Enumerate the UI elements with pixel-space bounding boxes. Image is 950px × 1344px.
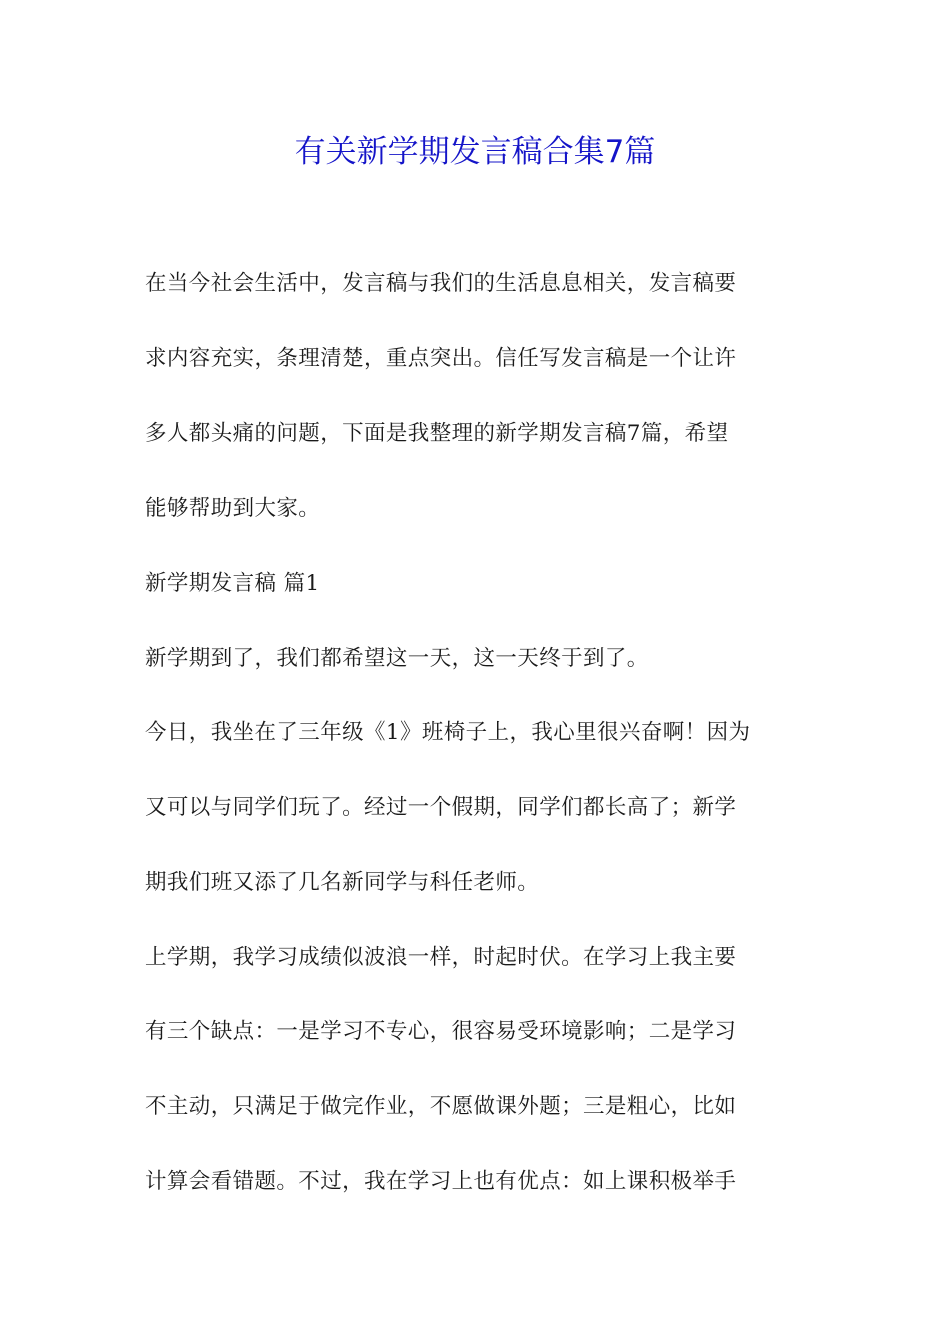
paragraph-line-6: 今日，我坐在了三年级《1》班椅子上，我心里很兴奋啊！因为 [145,720,751,745]
paragraph-line-8: 期我们班又添了几名新同学与科任老师。 [145,870,540,895]
document-title: 有关新学期发言稿合集7篇 [294,134,656,170]
paragraph-line-11: 不主动，只满足于做完作业，不愿做课外题；三是粗心，比如 [145,1094,737,1119]
paragraph-line-3: 多人都头痛的问题，下面是我整理的新学期发言稿7篇，希望 [145,421,729,446]
paragraph-line-1: 在当今社会生活中，发言稿与我们的生活息息相关，发言稿要 [145,271,737,296]
paragraph-line-2: 求内容充实，条理清楚，重点突出。信任写发言稿是一个让许 [145,346,737,371]
paragraph-line-12: 计算会看错题。不过，我在学习上也有优点：如上课积极举手 [145,1169,737,1194]
paragraph-line-4: 能够帮助到大家。 [145,496,321,521]
paragraph-line-10: 有三个缺点：一是学习不专心，很容易受环境影响；二是学习 [145,1019,737,1044]
section-heading: 新学期发言稿 篇1 [145,571,320,596]
paragraph-line-9: 上学期，我学习成绩似波浪一样，时起时伏。在学习上我主要 [145,945,737,970]
paragraph-line-5: 新学期到了，我们都希望这一天，这一天终于到了。 [145,646,649,671]
paragraph-line-7: 又可以与同学们玩了。经过一个假期，同学们都长高了；新学 [145,795,737,820]
